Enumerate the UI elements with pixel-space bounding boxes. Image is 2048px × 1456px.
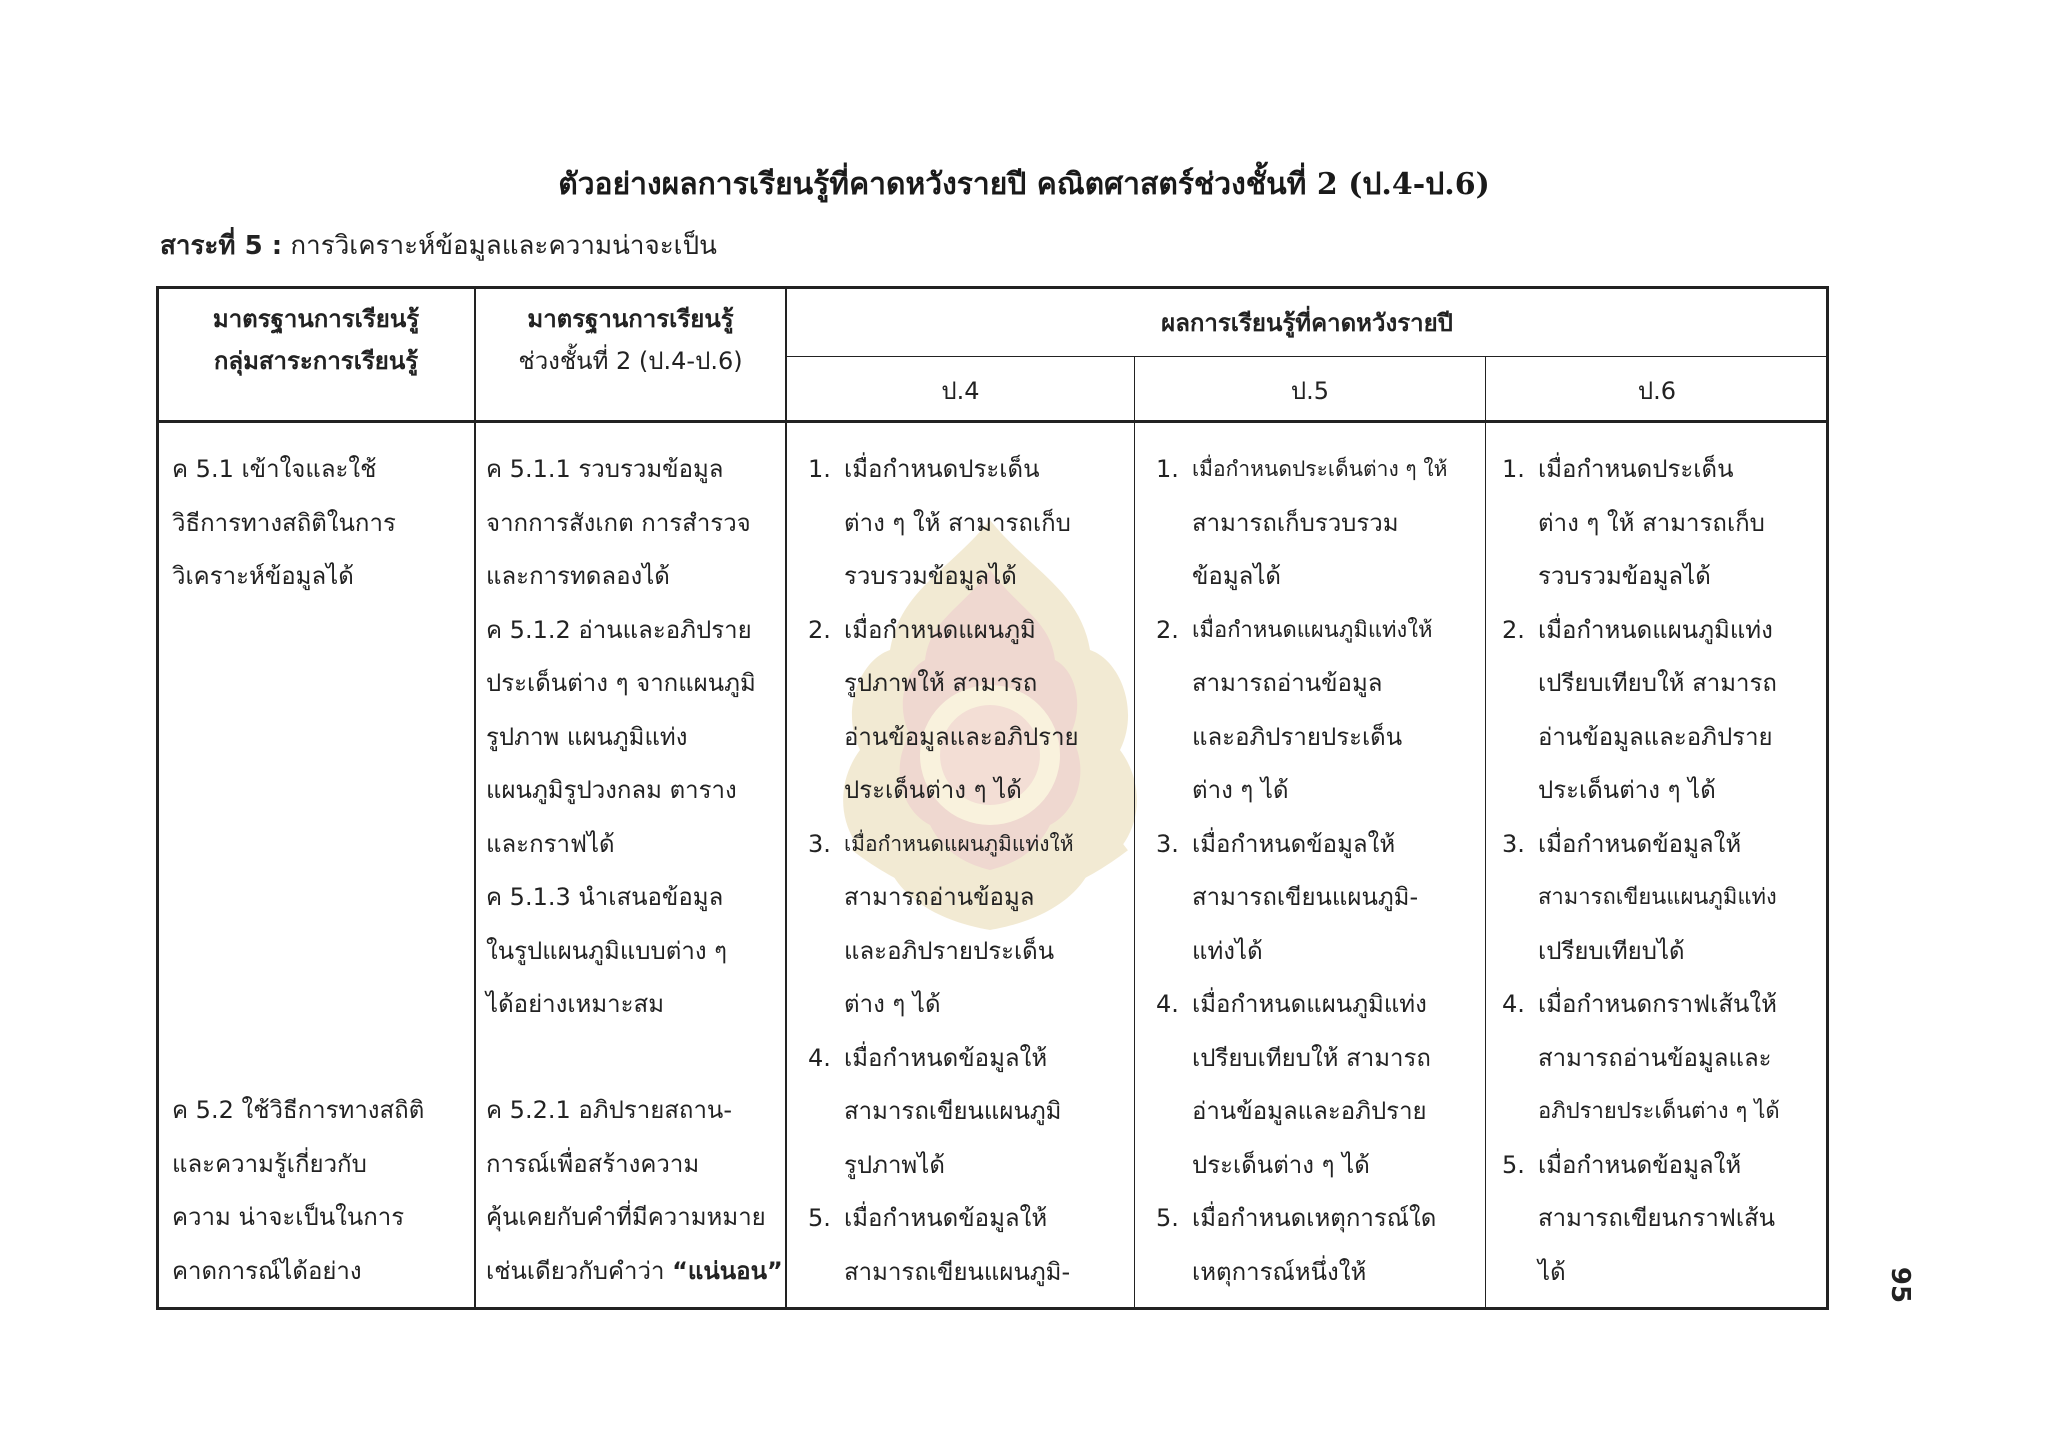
list-item <box>1156 978 1447 1192</box>
list-item <box>1156 1192 1447 1299</box>
item-line: เมื่อกำหนดประเด็นต่าง ๆ ให้ <box>1192 457 1448 481</box>
item-line: สามารถอ่านข้อมูลและ <box>1538 1043 1772 1072</box>
item-line: อ่านข้อมูลและอภิปราย <box>844 722 1079 751</box>
item-number: 3. <box>808 829 831 858</box>
col2-line: ได้อย่างเหมาะสม <box>486 990 665 1018</box>
header-col1-line: กลุ่มสาระการเรียนรู้ <box>213 347 419 375</box>
list-item <box>1156 818 1447 979</box>
item-line: และอภิปรายประเด็น <box>1192 722 1403 751</box>
list-item <box>808 1032 1079 1193</box>
item-line: เหตุการณ์หนึ่งให้ <box>1192 1257 1367 1286</box>
item-line: อ่านข้อมูลและอภิปราย <box>1192 1097 1427 1125</box>
item-line: สามารถเขียนแผนภูมิ <box>844 1097 1062 1125</box>
col2-bold-term: “แน่นอน” <box>672 1256 783 1285</box>
item-number: 4. <box>1156 990 1179 1018</box>
col2-line: และการทดลองได้ <box>486 562 670 590</box>
header-col2 <box>476 298 785 382</box>
item-number: 4. <box>808 1043 831 1072</box>
col1-standard-5-2 <box>172 1084 424 1298</box>
col2-line: ค 5.1.2 อ่านและอภิปราย <box>486 615 752 644</box>
item-line: ประเด็นต่าง ๆ ได้ <box>1538 776 1716 804</box>
col1-standard-5-1 <box>172 443 396 604</box>
col2-line: แผนภูมิรูปวงกลม ตาราง <box>486 776 737 804</box>
item-line: สามารถอ่านข้อมูล <box>1192 669 1383 697</box>
column-divider <box>1485 357 1486 1310</box>
col2-standards-5-1 <box>486 443 756 1032</box>
header-col2-line: มาตรฐานการเรียนรู้ <box>527 305 734 333</box>
header-col1 <box>158 298 474 382</box>
col2-line-prefix: เช่นเดียวกับคำว่า <box>486 1256 673 1285</box>
item-number: 1. <box>1156 455 1179 483</box>
list-item <box>808 443 1079 604</box>
item-line: รูปภาพได้ <box>844 1150 945 1179</box>
item-line: ประเด็นต่าง ๆ ได้ <box>1192 1150 1370 1179</box>
header-divider <box>786 356 1828 357</box>
page-number: 95 <box>1885 1266 1916 1304</box>
item-line: เมื่อกำหนดแผนภูมิแท่ง <box>1538 615 1773 644</box>
item-line: สามารถเขียนกราฟเส้น <box>1538 1204 1776 1232</box>
item-line: สามารถเก็บรวบรวม <box>1192 508 1399 537</box>
list-item <box>1156 443 1447 604</box>
item-line: เปรียบเทียบได้ <box>1538 936 1685 965</box>
column-divider <box>474 286 476 1310</box>
col1-line: วิเคราะห์ข้อมูลได้ <box>172 562 354 590</box>
col2-line: การณ์เพื่อสร้างความ <box>486 1149 700 1178</box>
item-line: เมื่อกำหนดแผนภูมิแท่งให้ <box>1192 617 1433 643</box>
item-line: ข้อมูลได้ <box>1192 562 1282 590</box>
page-title: ตัวอย่างผลการเรียนรู้ที่คาดหวังรายปี คณิตศาสตร์ช่วงชั้นที่ 2 (ป.4-ป.6) <box>558 167 1490 202</box>
item-line: เมื่อกำหนดเหตุการณ์ใด <box>1192 1204 1437 1232</box>
item-line: ได้ <box>1538 1257 1566 1286</box>
col2-line: จากการสังเกต การสำรวจ <box>486 508 751 537</box>
column-divider <box>785 286 787 1310</box>
column-divider <box>1134 357 1135 1310</box>
col1-line: ความ น่าจะเป็นในการ <box>172 1203 405 1231</box>
item-line: เปรียบเทียบให้ สามารถ <box>1538 669 1777 697</box>
item-line: เปรียบเทียบให้ สามารถ <box>1192 1043 1431 1072</box>
header-col1-line: มาตรฐานการเรียนรู้ <box>212 305 420 333</box>
p4-outcomes-list <box>808 443 1079 1299</box>
item-line: เมื่อกำหนดแผนภูมิแท่งให้ <box>844 831 1074 856</box>
item-line: ต่าง ๆ ให้ สามารถเก็บ <box>844 508 1071 537</box>
list-item <box>808 818 1079 1032</box>
list-item <box>1502 604 1780 818</box>
item-number: 3. <box>1502 829 1525 858</box>
item-line: ต่าง ๆ ได้ <box>1192 776 1289 804</box>
col2-line: ค 5.2.1 อภิปรายสถาน- <box>486 1096 732 1124</box>
header-col2-line: ช่วงชั้นที่ 2 (ป.4-ป.6) <box>518 347 743 375</box>
item-line: เมื่อกำหนดแผนภูมิ <box>844 615 1036 644</box>
item-line: สามารถเขียนแผนภูมิ- <box>1192 883 1419 911</box>
item-line: ต่าง ๆ ให้ สามารถเก็บ <box>1538 508 1765 537</box>
item-number: 5. <box>808 1204 831 1232</box>
col2-line: รูปภาพ แผนภูมิแท่ง <box>486 722 688 751</box>
item-number: 1. <box>1502 455 1525 483</box>
item-line: แท่งได้ <box>1192 936 1263 965</box>
header-bottom-line <box>156 420 1829 423</box>
item-line: เมื่อกำหนดกราฟเส้นให้ <box>1538 990 1777 1018</box>
item-line: เมื่อกำหนดข้อมูลให้ <box>1538 829 1742 858</box>
list-item <box>1502 443 1780 604</box>
header-outcomes: ผลการเรียนรู้ที่คาดหวังรายปี <box>1161 309 1453 337</box>
item-line: สามารถเขียนแผนภูมิ- <box>844 1257 1071 1286</box>
item-number: 5. <box>1502 1150 1525 1179</box>
item-line: เมื่อกำหนดประเด็น <box>844 455 1040 483</box>
subject-line <box>160 226 717 266</box>
item-line: อ่านข้อมูลและอภิปราย <box>1538 722 1773 751</box>
list-item <box>1502 978 1780 1139</box>
list-item <box>808 604 1079 818</box>
item-line: ประเด็นต่าง ๆ ได้ <box>844 776 1022 804</box>
item-number: 1. <box>808 455 831 483</box>
item-number: 2. <box>1502 615 1525 644</box>
p6-outcomes-list <box>1502 443 1780 1299</box>
header-grade-p4: ป.4 <box>941 377 980 405</box>
item-line: รวบรวมข้อมูลได้ <box>1538 562 1711 590</box>
item-line: เมื่อกำหนดข้อมูลให้ <box>844 1204 1048 1232</box>
p5-outcomes-list <box>1156 443 1447 1299</box>
item-number: 2. <box>808 615 831 644</box>
item-line: ต่าง ๆ ได้ <box>844 990 941 1018</box>
list-item <box>808 1192 1079 1299</box>
item-line: รวบรวมข้อมูลได้ <box>844 562 1017 590</box>
item-line: เมื่อกำหนดข้อมูลให้ <box>1538 1150 1742 1179</box>
subject-text: การวิเคราะห์ข้อมูลและความน่าจะเป็น <box>282 231 717 261</box>
col2-line <box>486 1245 783 1299</box>
col2-line: ค 5.1.1 รวบรวมข้อมูล <box>486 455 724 483</box>
item-number: 2. <box>1156 615 1179 644</box>
item-line: เมื่อกำหนดแผนภูมิแท่ง <box>1192 990 1427 1018</box>
col1-line: คาดการณ์ได้อย่าง <box>172 1256 362 1285</box>
item-line: รูปภาพให้ สามารถ <box>844 669 1038 697</box>
col2-standards-5-2 <box>486 1084 783 1298</box>
subject-label: สาระที่ 5 : <box>160 231 283 261</box>
col2-line: ในรูปแผนภูมิแบบต่าง ๆ <box>486 936 728 965</box>
item-line: เมื่อกำหนดข้อมูลให้ <box>1192 829 1396 858</box>
item-line: เมื่อกำหนดประเด็น <box>1538 455 1734 483</box>
list-item <box>1156 604 1447 818</box>
item-line: เมื่อกำหนดข้อมูลให้ <box>844 1043 1048 1072</box>
col2-line: ค 5.1.3 นำเสนอข้อมูล <box>486 883 724 911</box>
item-number: 5. <box>1156 1204 1179 1232</box>
col1-line: ค 5.2 ใช้วิธีการทางสถิติ <box>172 1096 425 1124</box>
col1-line: และความรู้เกี่ยวกับ <box>172 1149 367 1178</box>
col2-line: ประเด็นต่าง ๆ จากแผนภูมิ <box>486 669 756 697</box>
header-grade-p5: ป.5 <box>1290 377 1330 405</box>
item-line: สามารถเขียนแผนภูมิแท่ง <box>1538 885 1777 910</box>
item-line: สามารถอ่านข้อมูล <box>844 883 1035 911</box>
item-line: อภิปรายประเด็นต่าง ๆ ได้ <box>1538 1099 1780 1124</box>
item-number: 3. <box>1156 829 1179 858</box>
col1-line: วิธีการทางสถิติในการ <box>172 508 396 537</box>
list-item <box>1502 818 1780 979</box>
item-line: และอภิปรายประเด็น <box>844 936 1055 965</box>
item-number: 4. <box>1502 990 1525 1018</box>
col2-line: และกราฟได้ <box>486 829 615 858</box>
header-grade-p6: ป.6 <box>1637 377 1677 405</box>
col1-line: ค 5.1 เข้าใจและใช้ <box>172 455 377 483</box>
list-item <box>1502 1139 1780 1300</box>
col2-line: คุ้นเคยกับคำที่มีความหมาย <box>486 1203 766 1231</box>
